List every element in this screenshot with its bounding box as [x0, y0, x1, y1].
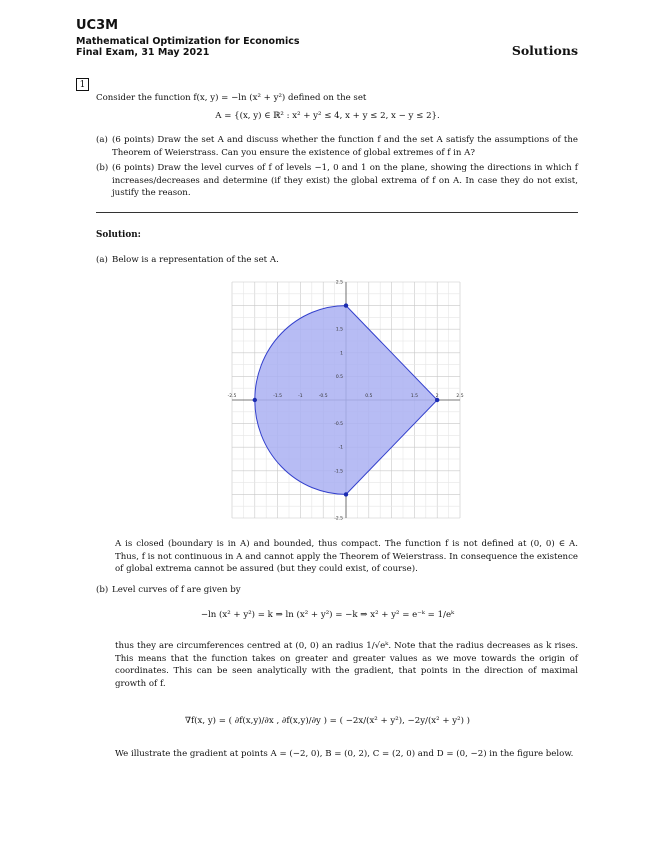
y-tick-label: -1.5 [334, 469, 343, 475]
x-tick-label: 1.5 [410, 394, 418, 399]
y-tick-label: -1 [338, 445, 343, 451]
x-tick-label: 0.5 [365, 394, 373, 399]
part-a-text: (6 points) Draw the set A and discuss whether the function f and the set A satisfy the assumptions of the Theorem of Weierstrass. Can you ensure the existence of global extremes of f in A? [112, 135, 578, 158]
x-tick-label: 2.5 [456, 394, 464, 399]
set-a-point [344, 492, 348, 496]
y-tick-label: -2.5 [334, 516, 343, 522]
solution-a-label: (a) [96, 255, 108, 265]
solutions-title: Solutions [511, 43, 578, 58]
problem-number-box: 1 [76, 78, 89, 91]
x-tick-label: -2.5 [227, 394, 237, 399]
section-divider [96, 212, 578, 213]
course-title: Mathematical Optimization for Economics [76, 36, 300, 47]
x-tick-label: -0.5 [318, 394, 328, 399]
level-curve-equation: −ln (x² + y²) = k ⇒ ln (x² + y²) = −k ⇒ x² + y² = e⁻ᵏ = 1/eᵏ [200, 610, 455, 620]
exam-title: Final Exam, 31 May 2021 [76, 47, 210, 58]
y-tick-label: 2.5 [335, 280, 343, 286]
part-b-text: (6 points) Draw the level curves of f of levels −1, 0 and 1 on the plane, showing the directions in which f increases/decreases and determine (if they exist) the global extrema of f on A. In case they do not exist, justify the reason. [112, 163, 578, 199]
x-tick-label: 2 [435, 394, 439, 399]
set-a-point [344, 303, 348, 307]
solution-a-intro [96, 254, 578, 267]
solution-b-label: (b) [96, 585, 109, 595]
part-a [96, 134, 578, 159]
y-tick-label: 1.5 [335, 327, 343, 333]
problem-intro: Consider the function f(x, y) = −ln (x² + y²) defined on the set [96, 93, 367, 103]
set-a-region [255, 306, 437, 495]
y-tick-label: 0.5 [335, 374, 343, 380]
y-tick-label: -0.5 [334, 422, 343, 428]
part-b-label: (b) [96, 163, 109, 173]
solution-a-discussion: A is closed (boundary is in A) and bounded, thus compact. The function f is not defined at (0, 0) ∈ A. Thus, f is not continuous in A and cannot apply the Theorem of Weierstrass. In consequence the existence of global extrema cannot be assured (but they could exist, of course). [115, 539, 578, 575]
x-tick-label: -1.5 [273, 394, 282, 399]
set-a-plot [226, 276, 466, 524]
x-tick-label: -1 [298, 394, 303, 399]
solution-b-text: thus they are circumferences centred at (0, 0) an radius 1/√eᵏ. Note that the radius decreases as k rises. This means that the function takes on greater and greater values as we move towards the origin of coordinates. This can be seen analytically with the gradient, that points in the direction of maximal growth of f. [115, 641, 578, 689]
set-a-point [253, 398, 257, 402]
part-a-label: (a) [96, 135, 108, 145]
solution-a-intro-text: Below is a representation of the set A. [112, 255, 279, 265]
y-tick-label: 1 [340, 351, 343, 357]
solution-b-intro-text: Level curves of f are given by [112, 585, 241, 595]
part-b [96, 162, 578, 200]
solution-heading: Solution: [96, 230, 141, 240]
solution-b-intro [96, 584, 578, 597]
set-definition: A = {(x, y) ∈ ℝ² : x² + y² ≤ 4, x + y ≤ 2, x − y ≤ 2}. [215, 111, 440, 121]
university-name: UC3M [76, 18, 119, 33]
solution-b-gradient-points: We illustrate the gradient at points A = (−2, 0), B = (0, 2), C = (2, 0) and D = (0, −2) in the figure below. [115, 749, 574, 759]
gradient-equation: ∇f(x, y) = ( ∂f(x,y)/∂x , ∂f(x,y)/∂y ) = ( −2x/(x² + y²), −2y/(x² + y²) ) [184, 716, 471, 726]
